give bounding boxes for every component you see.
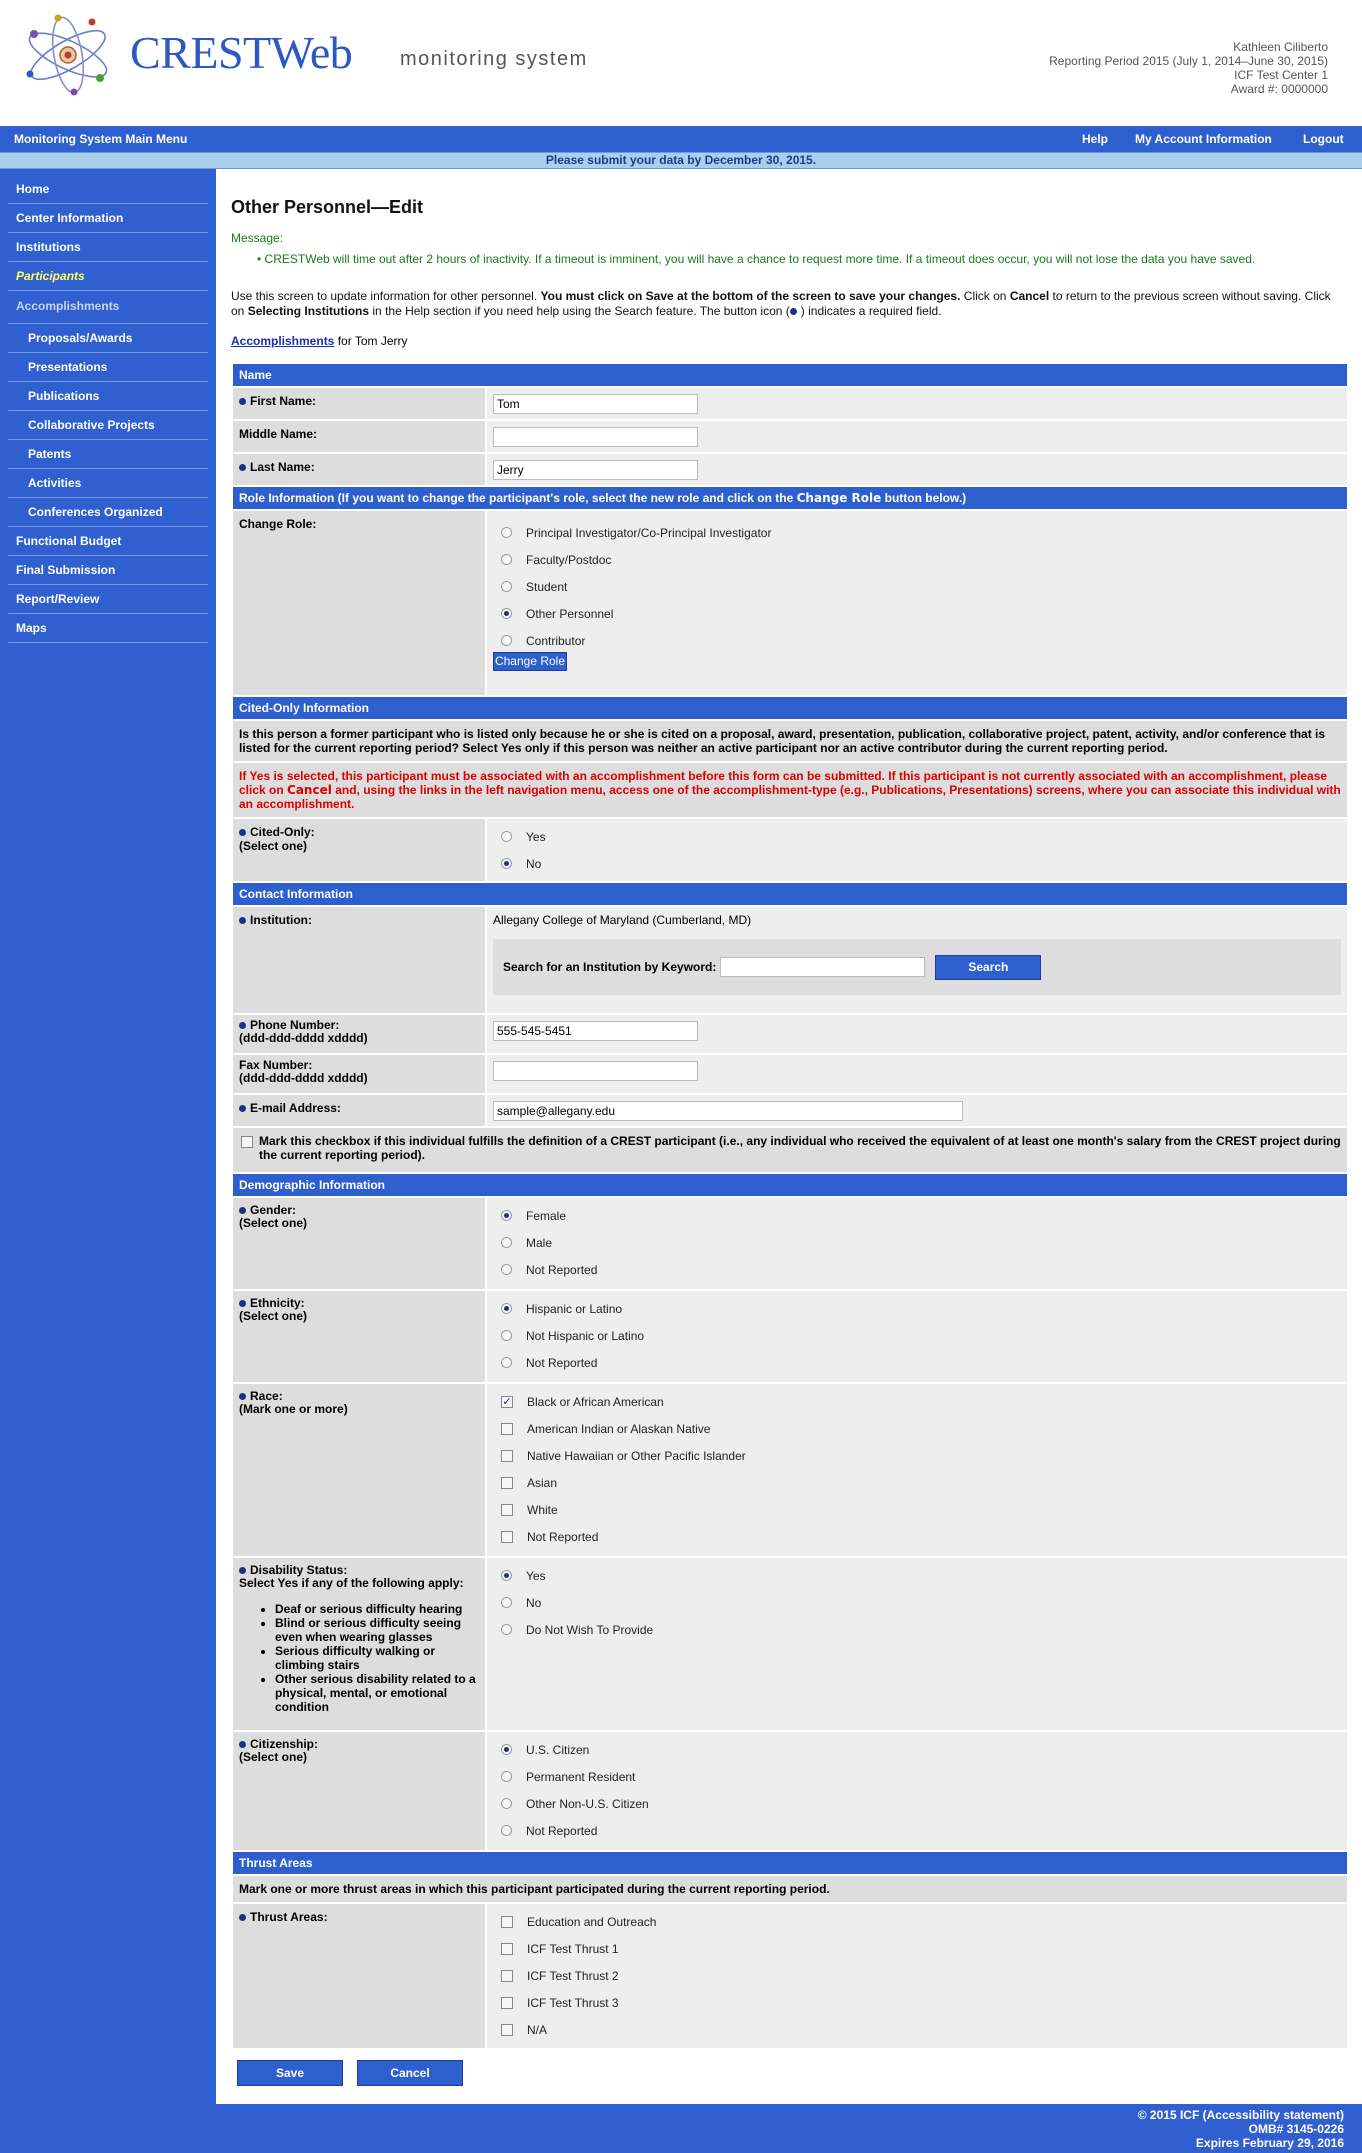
center-name: ICF Test Center 1 xyxy=(1234,68,1328,82)
email-label: E-mail Address: xyxy=(233,1095,485,1126)
middle-name-input[interactable] xyxy=(493,427,698,447)
sidebar-item-collaborative-projects[interactable]: Collaborative Projects xyxy=(8,411,208,440)
gender-label-text: Gender: xyxy=(239,1204,479,1217)
sidebar-item-patents[interactable]: Patents xyxy=(8,440,208,469)
option-label: Yes xyxy=(526,1568,546,1583)
checkbox[interactable] xyxy=(501,1943,513,1955)
change-role-label: Change Role: xyxy=(233,511,485,695)
top-nav xyxy=(0,126,1362,152)
section-role xyxy=(233,487,1347,509)
radio[interactable] xyxy=(501,1798,512,1809)
checkbox[interactable] xyxy=(501,1997,513,2009)
phone-label xyxy=(233,1015,485,1053)
instr-text: Click on xyxy=(231,289,1331,318)
form-actions xyxy=(233,2060,1347,2086)
sidebar-item-institutions[interactable]: Institutions xyxy=(8,233,208,262)
section-contact: Contact Information xyxy=(233,883,1347,905)
cited-only-label xyxy=(233,819,485,881)
section-thrust-areas: Thrust Areas xyxy=(233,1852,1347,1874)
ethnicity-label xyxy=(233,1291,485,1382)
sidebar-item-functional-budget[interactable]: Functional Budget xyxy=(8,527,208,556)
instr-selecting-institutions: Selecting Institutions xyxy=(247,304,370,318)
checkbox[interactable] xyxy=(501,1504,513,1516)
disability-option[interactable] xyxy=(493,1562,1341,1589)
radio-selected[interactable] xyxy=(501,1570,512,1581)
role-section-text: button below.) xyxy=(884,491,967,505)
option-label: Education and Outreach xyxy=(527,1914,657,1929)
section-demographic: Demographic Information xyxy=(233,1174,1347,1196)
radio[interactable] xyxy=(501,1330,512,1341)
checkbox[interactable] xyxy=(501,2024,513,2036)
checkbox[interactable] xyxy=(501,1477,513,1489)
option-label: Do Not Wish To Provide xyxy=(526,1622,654,1637)
footer xyxy=(0,2104,1362,2153)
cited-label-hint: (Select one) xyxy=(239,839,308,853)
option-label: Not Reported xyxy=(526,1823,598,1838)
first-name-label: First Name: xyxy=(233,388,485,419)
citizenship-option[interactable] xyxy=(493,1763,1341,1790)
race-option[interactable] xyxy=(493,1496,1341,1523)
citizenship-hint: (Select one) xyxy=(239,1750,308,1764)
radio[interactable] xyxy=(501,831,512,842)
citizenship-label-text: Citizenship: xyxy=(239,1738,479,1751)
option-label: Asian xyxy=(527,1475,558,1490)
instr-text: Use this screen to update information for other personnel. xyxy=(231,289,538,303)
thrust-option[interactable] xyxy=(493,1935,1341,1962)
radio-selected[interactable] xyxy=(501,1303,512,1314)
role-option[interactable] xyxy=(493,519,1341,546)
disability-criteria-list xyxy=(239,1602,479,1714)
instructions xyxy=(231,289,1341,319)
thrust-option[interactable] xyxy=(493,2016,1341,2043)
sidebar-item-conferences-organized[interactable]: Conferences Organized xyxy=(8,498,208,527)
checkbox[interactable] xyxy=(501,1423,513,1435)
radio[interactable] xyxy=(501,1825,512,1836)
option-label: Permanent Resident xyxy=(526,1769,636,1784)
sidebar-item-accomplishments: Accomplishments xyxy=(8,291,208,324)
sidebar-item-activities[interactable]: Activities xyxy=(8,469,208,498)
list-item: • Serious difficulty walking or climbing stairs xyxy=(275,1644,479,1672)
option-label: ICF Test Thrust 1 xyxy=(527,1941,619,1956)
search-label: Search for an Institution by Keyword: xyxy=(503,960,717,974)
checkbox[interactable] xyxy=(501,1970,513,1982)
radio[interactable] xyxy=(501,635,512,646)
cited-label-text: Cited-Only: xyxy=(239,825,479,839)
option-label: Black or African American xyxy=(527,1394,664,1409)
option-label: Other Personnel xyxy=(526,606,614,621)
option-label: Native Hawaiian or Other Pacific Islander xyxy=(527,1448,746,1463)
gender-label xyxy=(233,1198,485,1289)
radio[interactable] xyxy=(501,1357,512,1368)
radio[interactable] xyxy=(501,1771,512,1782)
cancel-button[interactable]: Cancel xyxy=(357,2060,463,2086)
option-label: ICF Test Thrust 2 xyxy=(527,1968,619,1983)
thrust-option[interactable] xyxy=(493,1908,1341,1935)
option-label: Not Hispanic or Latino xyxy=(526,1328,645,1343)
race-option[interactable] xyxy=(493,1442,1341,1469)
role-option[interactable] xyxy=(493,600,1341,627)
checkbox-checked[interactable]: ✓ xyxy=(502,1395,512,1408)
ethnicity-hint: (Select one) xyxy=(239,1309,308,1323)
save-button[interactable]: Save xyxy=(237,2060,343,2086)
logo-text: CRESTWeb xyxy=(130,27,353,78)
copyright[interactable]: © 2015 ICF (Accessibility statement) xyxy=(1137,2108,1344,2122)
header xyxy=(0,0,1362,125)
thrust-option[interactable] xyxy=(493,1962,1341,1989)
message-label: Message: xyxy=(231,231,284,245)
sidebar-item-center-information[interactable]: Center Information xyxy=(8,204,208,233)
instr-cancel-word: Cancel xyxy=(1009,289,1050,303)
list-item: • Other serious disability related to a physical, mental, or emotional condition xyxy=(275,1672,479,1714)
edit-form xyxy=(233,364,1347,2086)
fax-label xyxy=(233,1055,485,1093)
checkbox[interactable] xyxy=(501,1531,513,1543)
section-cited-only: Cited-Only Information xyxy=(233,697,1347,719)
sidebar-item-home[interactable]: Home xyxy=(8,175,208,204)
radio[interactable] xyxy=(501,1264,512,1275)
race-option[interactable] xyxy=(493,1523,1341,1550)
checkbox[interactable] xyxy=(501,1450,513,1462)
disability-option[interactable] xyxy=(493,1589,1341,1616)
race-option[interactable] xyxy=(493,1415,1341,1442)
phone-hint: (ddd-ddd-dddd xdddd) xyxy=(239,1031,368,1045)
disability-hint: Select Yes if any of the following apply: xyxy=(239,1576,464,1590)
last-name-input[interactable] xyxy=(493,460,698,480)
option-label: ICF Test Thrust 3 xyxy=(527,1995,619,2010)
institution-search-button[interactable]: Search xyxy=(935,955,1041,980)
last-name-label: Last Name: xyxy=(233,454,485,485)
thrust-areas-label: Thrust Areas: xyxy=(233,1904,485,2048)
accomplishments-for: for Tom Jerry xyxy=(337,334,408,348)
timeout-message: • CRESTWeb will time out after 2 hours of inactivity. If a timeout is imminent, you will have a chance to request more time. If a timeout does occur, you will not lose the data you have saved. xyxy=(269,252,1255,266)
role-options xyxy=(487,511,1347,695)
page-title: Other Personnel—Edit xyxy=(231,197,424,217)
radio-selected[interactable] xyxy=(501,608,512,619)
user-info xyxy=(1049,40,1328,96)
option-label: American Indian or Alaskan Native xyxy=(527,1421,711,1436)
crest-participant-row xyxy=(233,1128,1347,1172)
radio[interactable] xyxy=(501,527,512,538)
gender-option[interactable] xyxy=(493,1229,1341,1256)
crest-participant-checkbox[interactable] xyxy=(241,1136,253,1148)
radio-selected[interactable] xyxy=(501,1744,512,1755)
instr-text: ) indicates a required field. xyxy=(800,304,942,318)
race-label xyxy=(233,1384,485,1556)
thrust-instructions: Mark one or more thrust areas in which this participant participated during the current reporting period. xyxy=(233,1876,1347,1902)
warn-cancel-word: Cancel xyxy=(287,783,332,797)
sidebar-item-presentations[interactable]: Presentations xyxy=(8,353,208,382)
thrust-option[interactable] xyxy=(493,1989,1341,2016)
role-section-change-role: Change Role xyxy=(796,491,882,505)
email-input[interactable] xyxy=(493,1101,963,1121)
sidebar-item-report-review[interactable]: Report/Review xyxy=(8,585,208,614)
ethnicity-option[interactable] xyxy=(493,1322,1341,1349)
sidebar xyxy=(0,169,216,2104)
race-hint: (Mark one or more) xyxy=(239,1402,348,1416)
main-menu-link[interactable]: Monitoring System Main Menu xyxy=(14,132,188,146)
option-label: Female xyxy=(526,1208,567,1223)
role-option[interactable] xyxy=(493,573,1341,600)
change-role-button[interactable]: Change Role xyxy=(493,652,567,671)
radio-selected[interactable] xyxy=(501,1210,512,1221)
disability-label-text: Disability Status: xyxy=(239,1564,479,1577)
citizenship-label xyxy=(233,1732,485,1850)
institution-search-input[interactable] xyxy=(720,957,925,977)
option-label: Faculty/Postdoc xyxy=(526,552,612,567)
phone-input[interactable] xyxy=(493,1021,698,1041)
instr-text: in the Help section if you need help using the Search feature. The button icon ( xyxy=(372,304,790,318)
option-label: Yes xyxy=(526,829,546,844)
radio[interactable] xyxy=(501,581,512,592)
fax-hint: (ddd-ddd-dddd xdddd) xyxy=(239,1071,368,1085)
deadline-notice: Please submit your data by December 30, 2015. xyxy=(0,152,1362,169)
ethnicity-option[interactable] xyxy=(493,1295,1341,1322)
sidebar-item-participants[interactable]: Participants xyxy=(8,262,208,291)
accomplishments-link[interactable]: Accomplishments xyxy=(231,334,335,348)
option-label: Not Reported xyxy=(526,1262,598,1277)
option-label: Principal Investigator/Co-Principal Investigator xyxy=(526,525,772,540)
institution-value: Allegany College of Maryland (Cumberland, MD) xyxy=(493,913,752,927)
help-link[interactable]: Help xyxy=(1082,132,1109,146)
institution-label: Institution: xyxy=(233,907,485,1013)
atom-logo-icon xyxy=(22,14,114,96)
gender-option[interactable] xyxy=(493,1256,1341,1283)
fax-label-text: Fax Number: xyxy=(239,1058,313,1072)
citizenship-option[interactable] xyxy=(493,1817,1341,1844)
section-name: Name xyxy=(233,364,1347,386)
role-option[interactable] xyxy=(493,627,1341,654)
ethnicity-label-text: Ethnicity: xyxy=(239,1297,479,1310)
option-label: Contributor xyxy=(526,633,586,648)
instr-text: at the bottom of the screen to save your changes. xyxy=(677,289,961,303)
cited-option[interactable] xyxy=(493,850,1341,877)
gender-option[interactable] xyxy=(493,1202,1341,1229)
citizenship-option[interactable] xyxy=(493,1790,1341,1817)
cited-question: Is this person a former participant who is listed only because he or she is cited on a proposal, award, presentation, publication, collaborative project, patent, activity, and/or conference that is listed for the current reporting period? Select Yes only if this person was neither an active participant nor an active contributor during the current reporting period. xyxy=(233,721,1347,761)
crest-participant-text: Mark this checkbox if this individual fulfills the definition of a CREST participant (i.e., any individual who received the equivalent of at least one month's salary from the CREST project during the current reporting period). xyxy=(259,1134,1341,1162)
sidebar-item-publications[interactable]: Publications xyxy=(8,382,208,411)
option-label: Student xyxy=(526,579,568,594)
list-item: • Deaf or serious difficulty hearing xyxy=(275,1602,479,1616)
radio[interactable] xyxy=(501,1597,512,1608)
race-option[interactable] xyxy=(493,1388,1341,1415)
reporting-period: Reporting Period 2015 (July 1, 2014–June 30, 2015) xyxy=(1049,54,1328,68)
role-option[interactable] xyxy=(493,546,1341,573)
option-label: No xyxy=(526,1595,542,1610)
fax-input[interactable] xyxy=(493,1061,698,1081)
logo-subtitle: monitoring system xyxy=(400,48,588,70)
user-name: Kathleen Ciliberto xyxy=(1233,40,1328,54)
ethnicity-option[interactable] xyxy=(493,1349,1341,1376)
sidebar-item-proposals-awards[interactable]: Proposals/Awards xyxy=(8,324,208,353)
instr-save-word: Save xyxy=(645,289,674,303)
instr-text: to return to the previous screen without saving. xyxy=(1052,289,1302,303)
option-label: N/A xyxy=(527,2022,548,2037)
option-label: U.S. Citizen xyxy=(526,1742,590,1757)
warn-text: and, using the links in the left navigation menu, access one of the accomplishment-type (e.g., Publications, Presentations) screens, where you can associate this individual with an accomplishment. xyxy=(239,783,1341,811)
option-label: Male xyxy=(526,1235,553,1250)
phone-label-text: Phone Number: xyxy=(239,1019,479,1032)
middle-name-label: Middle Name: xyxy=(233,421,485,452)
account-link[interactable]: My Account Information xyxy=(1135,132,1272,146)
option-label: Not Reported xyxy=(526,1355,598,1370)
warn-text: If Yes is selected, this participant must be associated with an accomplishment before this form can be submitted. If this participant is not currently associated with an accomplishment, please click on xyxy=(239,769,1328,797)
instr-text: Click on xyxy=(963,289,1007,303)
cited-option[interactable] xyxy=(493,823,1341,850)
option-label: Other Non-U.S. Citizen xyxy=(526,1796,649,1811)
required-icon xyxy=(790,304,801,318)
disability-label xyxy=(233,1558,485,1730)
sidebar-item-maps[interactable]: Maps xyxy=(8,614,208,643)
award-number: Award #: 0000000 xyxy=(1230,82,1328,96)
radio[interactable] xyxy=(501,1624,512,1635)
first-name-input[interactable] xyxy=(493,394,698,414)
omb-number: OMB# 3145-0226 xyxy=(1248,2122,1344,2136)
role-section-text: Role Information (If you want to change the participant's role, select the new role and click on the xyxy=(239,491,794,505)
list-item: • Blind or serious difficulty seeing even when wearing glasses xyxy=(275,1616,479,1644)
race-label-text: Race: xyxy=(239,1390,479,1403)
race-option[interactable] xyxy=(493,1469,1341,1496)
institution-search-box xyxy=(493,939,1341,995)
citizenship-option[interactable] xyxy=(493,1736,1341,1763)
expiration: Expires February 29, 2016 xyxy=(1195,2136,1344,2150)
radio[interactable] xyxy=(501,554,512,565)
instr-text: You must click on xyxy=(540,289,643,303)
disability-option[interactable] xyxy=(493,1616,1341,1643)
gender-hint: (Select one) xyxy=(239,1216,308,1230)
radio[interactable] xyxy=(501,1237,512,1248)
option-label: No xyxy=(526,856,542,871)
logout-link[interactable]: Logout xyxy=(1303,132,1344,146)
radio-selected[interactable] xyxy=(501,858,512,869)
accomplishments-line xyxy=(231,334,408,348)
sidebar-item-final-submission[interactable]: Final Submission xyxy=(8,556,208,585)
checkbox[interactable] xyxy=(501,1916,513,1928)
option-label: Hispanic or Latino xyxy=(526,1301,623,1316)
option-label: Not Reported xyxy=(527,1529,599,1544)
cited-warning xyxy=(233,763,1347,817)
option-label: White xyxy=(527,1502,558,1517)
